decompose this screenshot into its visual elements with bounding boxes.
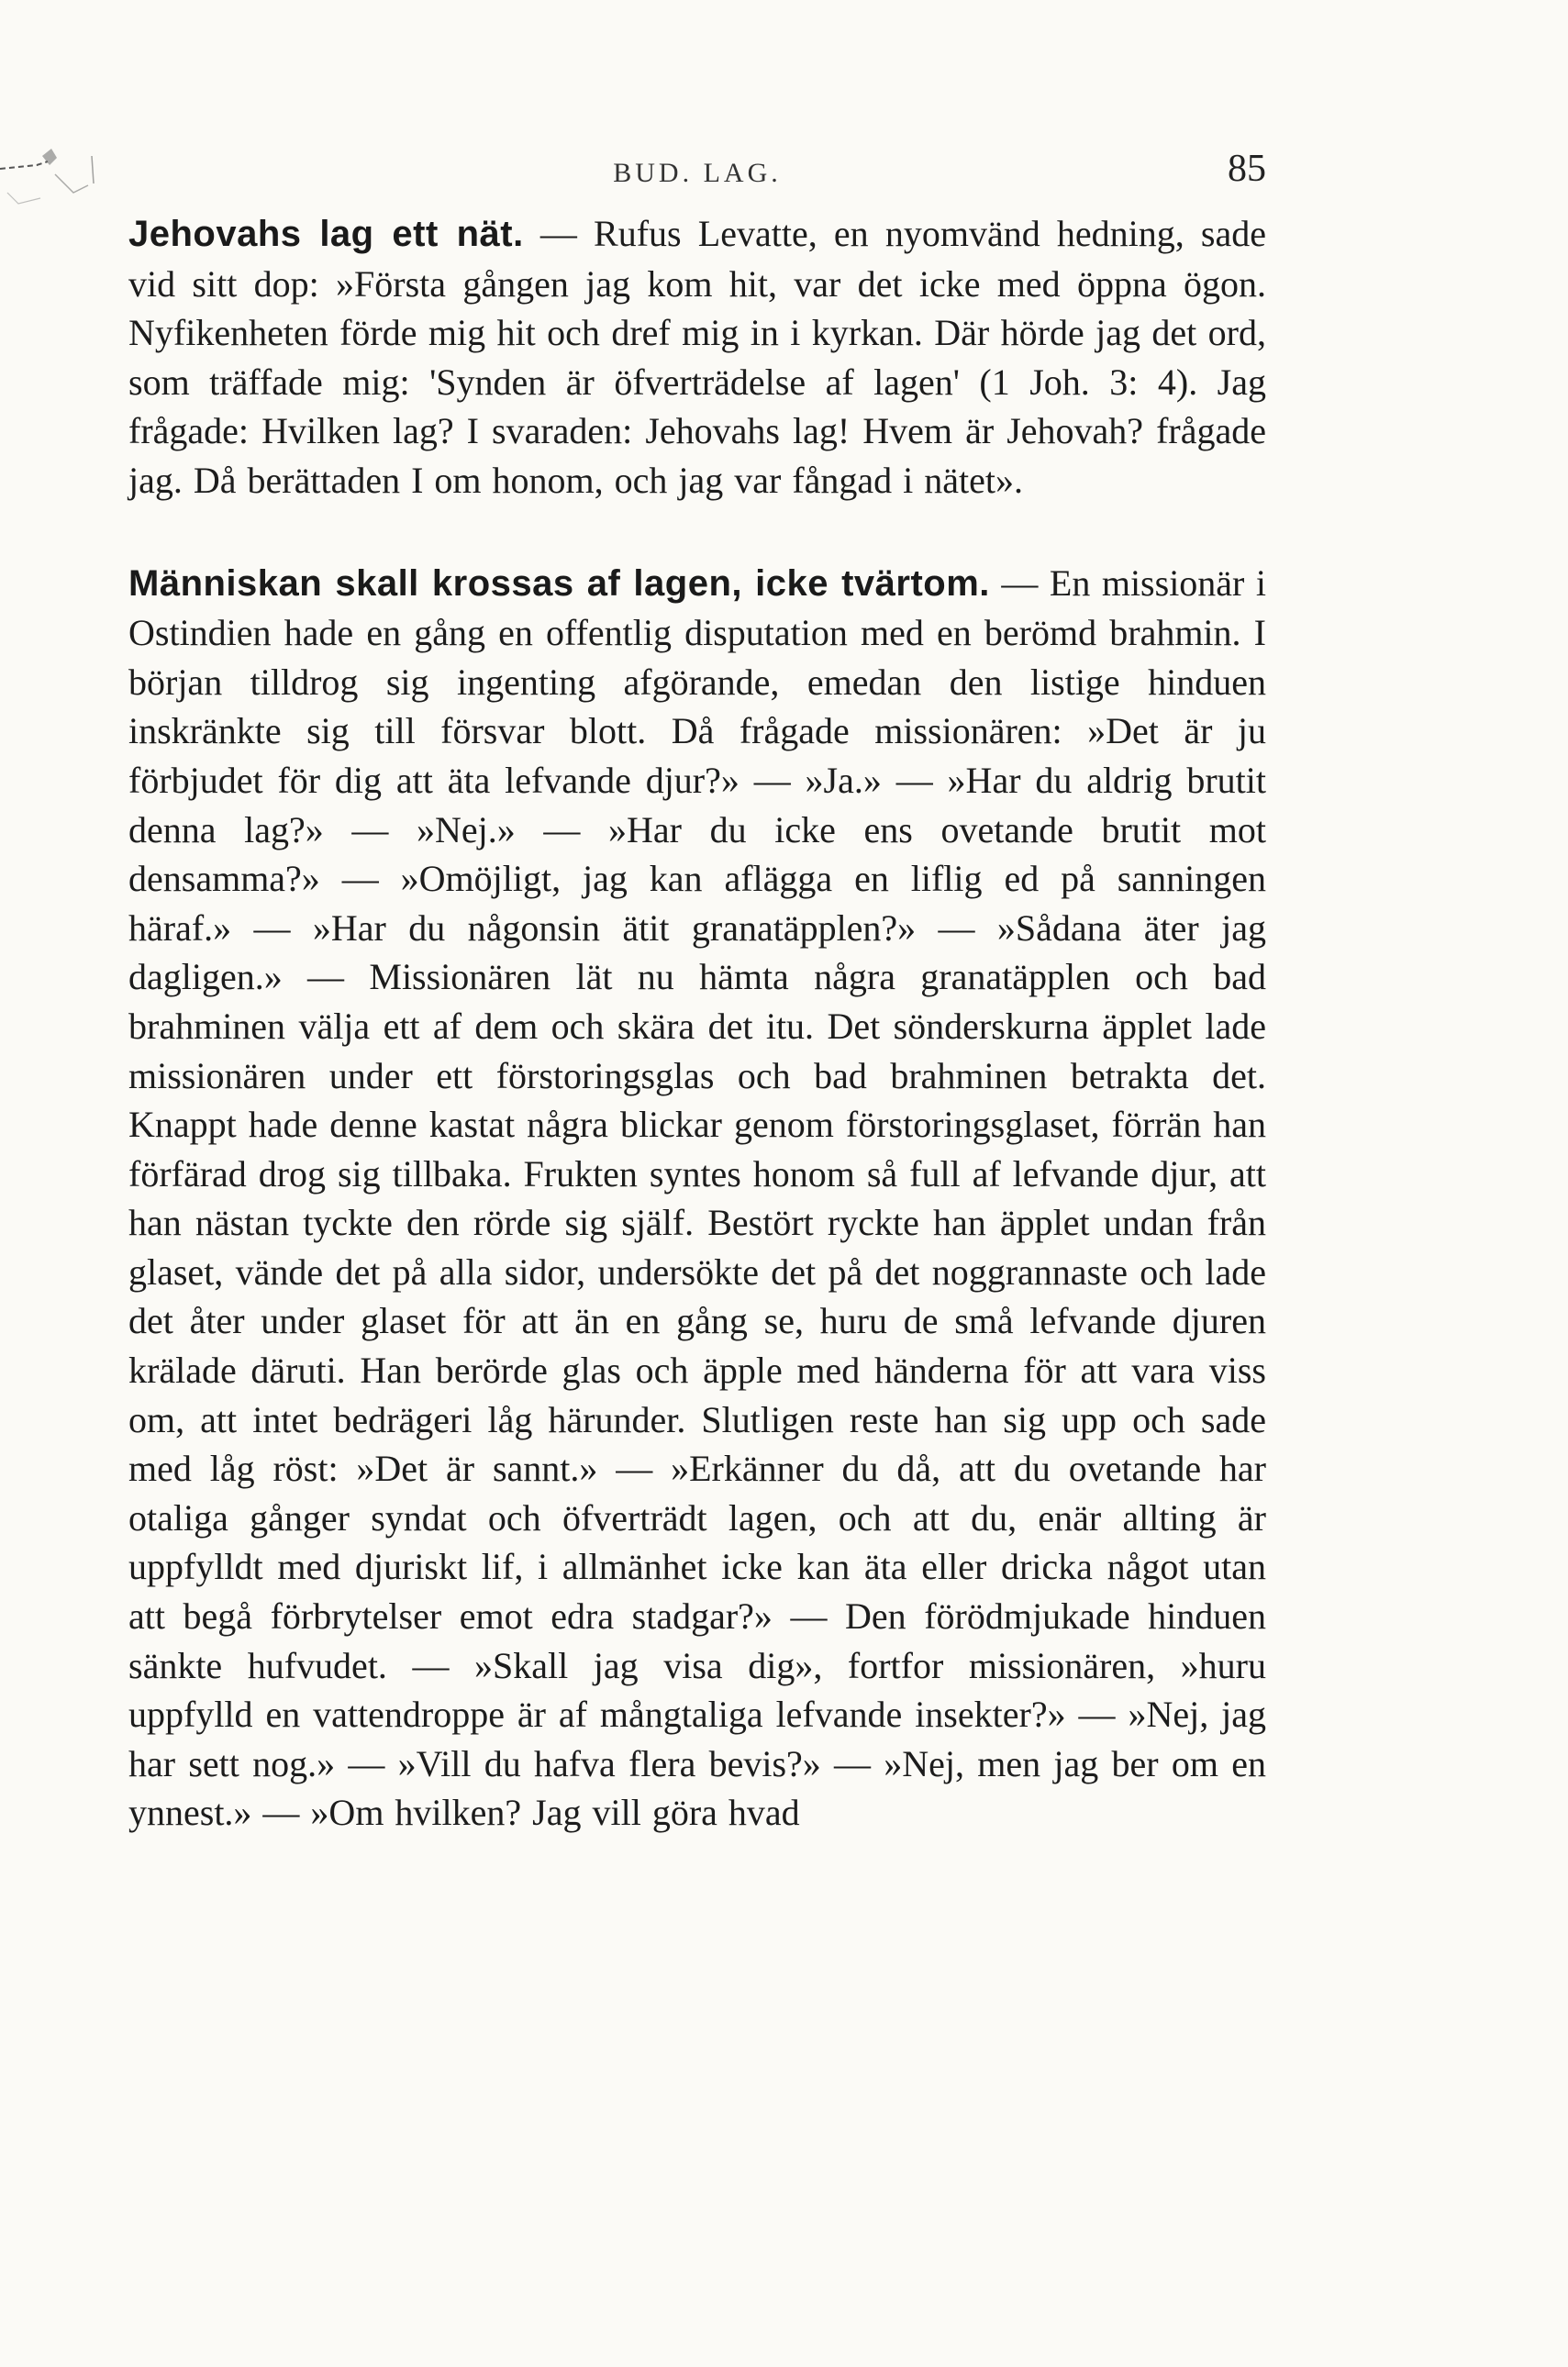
page-number: 85 bbox=[1228, 148, 1266, 190]
scan-smudge-mark bbox=[0, 138, 110, 239]
page-body bbox=[128, 209, 1266, 1891]
section-body: — En missionär i Ostindien hade en gång en offentlig disputation med en berömd brahmin. I början tilldrog sig ingenting afgörande, emedan den listige hinduen inskränkte sig till försvar blott. Då frågade missionären: »Det är ju förbjudet för dig att äta lefvande djur?» — »Ja.» — »Har du aldrig brutit denna lag?» — »Nej.» — »Har du icke ens ovetande brutit mot densamma?» — »Omöjligt, jag kan aflägga en liflig ed på sanningen häraf.» — »Har du någonsin ätit granatäpplen?» — »Sådana äter jag dagligen.» — Missionären lät nu hämta några granatäpplen och bad brahminen välja ett af dem och skära det itu. Det sönderskurna äpplet lade missionären under ett förstoringsglas och bad brahminen betrakta det. Knappt hade denne kastat några blickar genom förstoringsglaset, förrän han förfärad drog sig tillbaka. Frukten syntes honom så full af lefvande djur, att han nästan tyckte den rörde sig själf. Bestört ryckte han äpplet undan från glaset, vände det på alla sidor, undersökte det på det noggrannaste och lade det åter under glaset för att än en gång se, huru de små lefvande djuren krälade däruti. Han berörde glas och äpple med händerna för att vara viss om, att intet bedrägeri låg härunder. Slutligen reste han sig upp och sade med låg röst: »Det är sannt.» — »Erkänner du då, att du ovetande har otaliga gånger syndat och öfverträdt lagen, och att du, enär allting är uppfylldt med djuriskt lif, i allmänhet icke kan äta eller dricka något utan att begå förbrytelser emot edra stadgar?» — Den förödmjukade hinduen sänkte hufvudet. — »Skall jag visa dig», fortfor missionären, »huru uppfylld en vattendroppe är af mångtaliga lefvande insekter?» — »Nej, jag har sett nog.» — »Vill du hafva flera bevis?» — »Nej, men jag ber om en ynnest.» — »Om hvilken? Jag vill göra hvad bbox=[128, 561, 1266, 1834]
running-head bbox=[128, 147, 1266, 202]
section-jehovahs-lag bbox=[128, 209, 1266, 506]
running-title: BUD. LAG. bbox=[613, 158, 782, 188]
section-heading: Jehovahs lag ett nät. bbox=[128, 214, 524, 254]
section-heading: Människan skall krossas af lagen, icke tvärtom. bbox=[128, 562, 990, 604]
section-body: — Rufus Levatte, en nyomvänd hedning, sade vid sitt dop: »Första gången jag kom hit, var det icke med öppna ögon. Nyfikenheten förde mig hit och dref mig in i kyrkan. Där hörde jag det ord, som träffade mig: 'Synden är öfverträdelse af lagen' (1 Joh. 3: 4). Jag frågade: Hvilken lag? I svaraden: Jehovahs lag! Hvem är Jehovah? frågade jag. Då berättaden I om honom, och jag var fångad i nätet». bbox=[128, 213, 1266, 501]
section-manniskan-skall-krossas bbox=[128, 559, 1266, 1838]
